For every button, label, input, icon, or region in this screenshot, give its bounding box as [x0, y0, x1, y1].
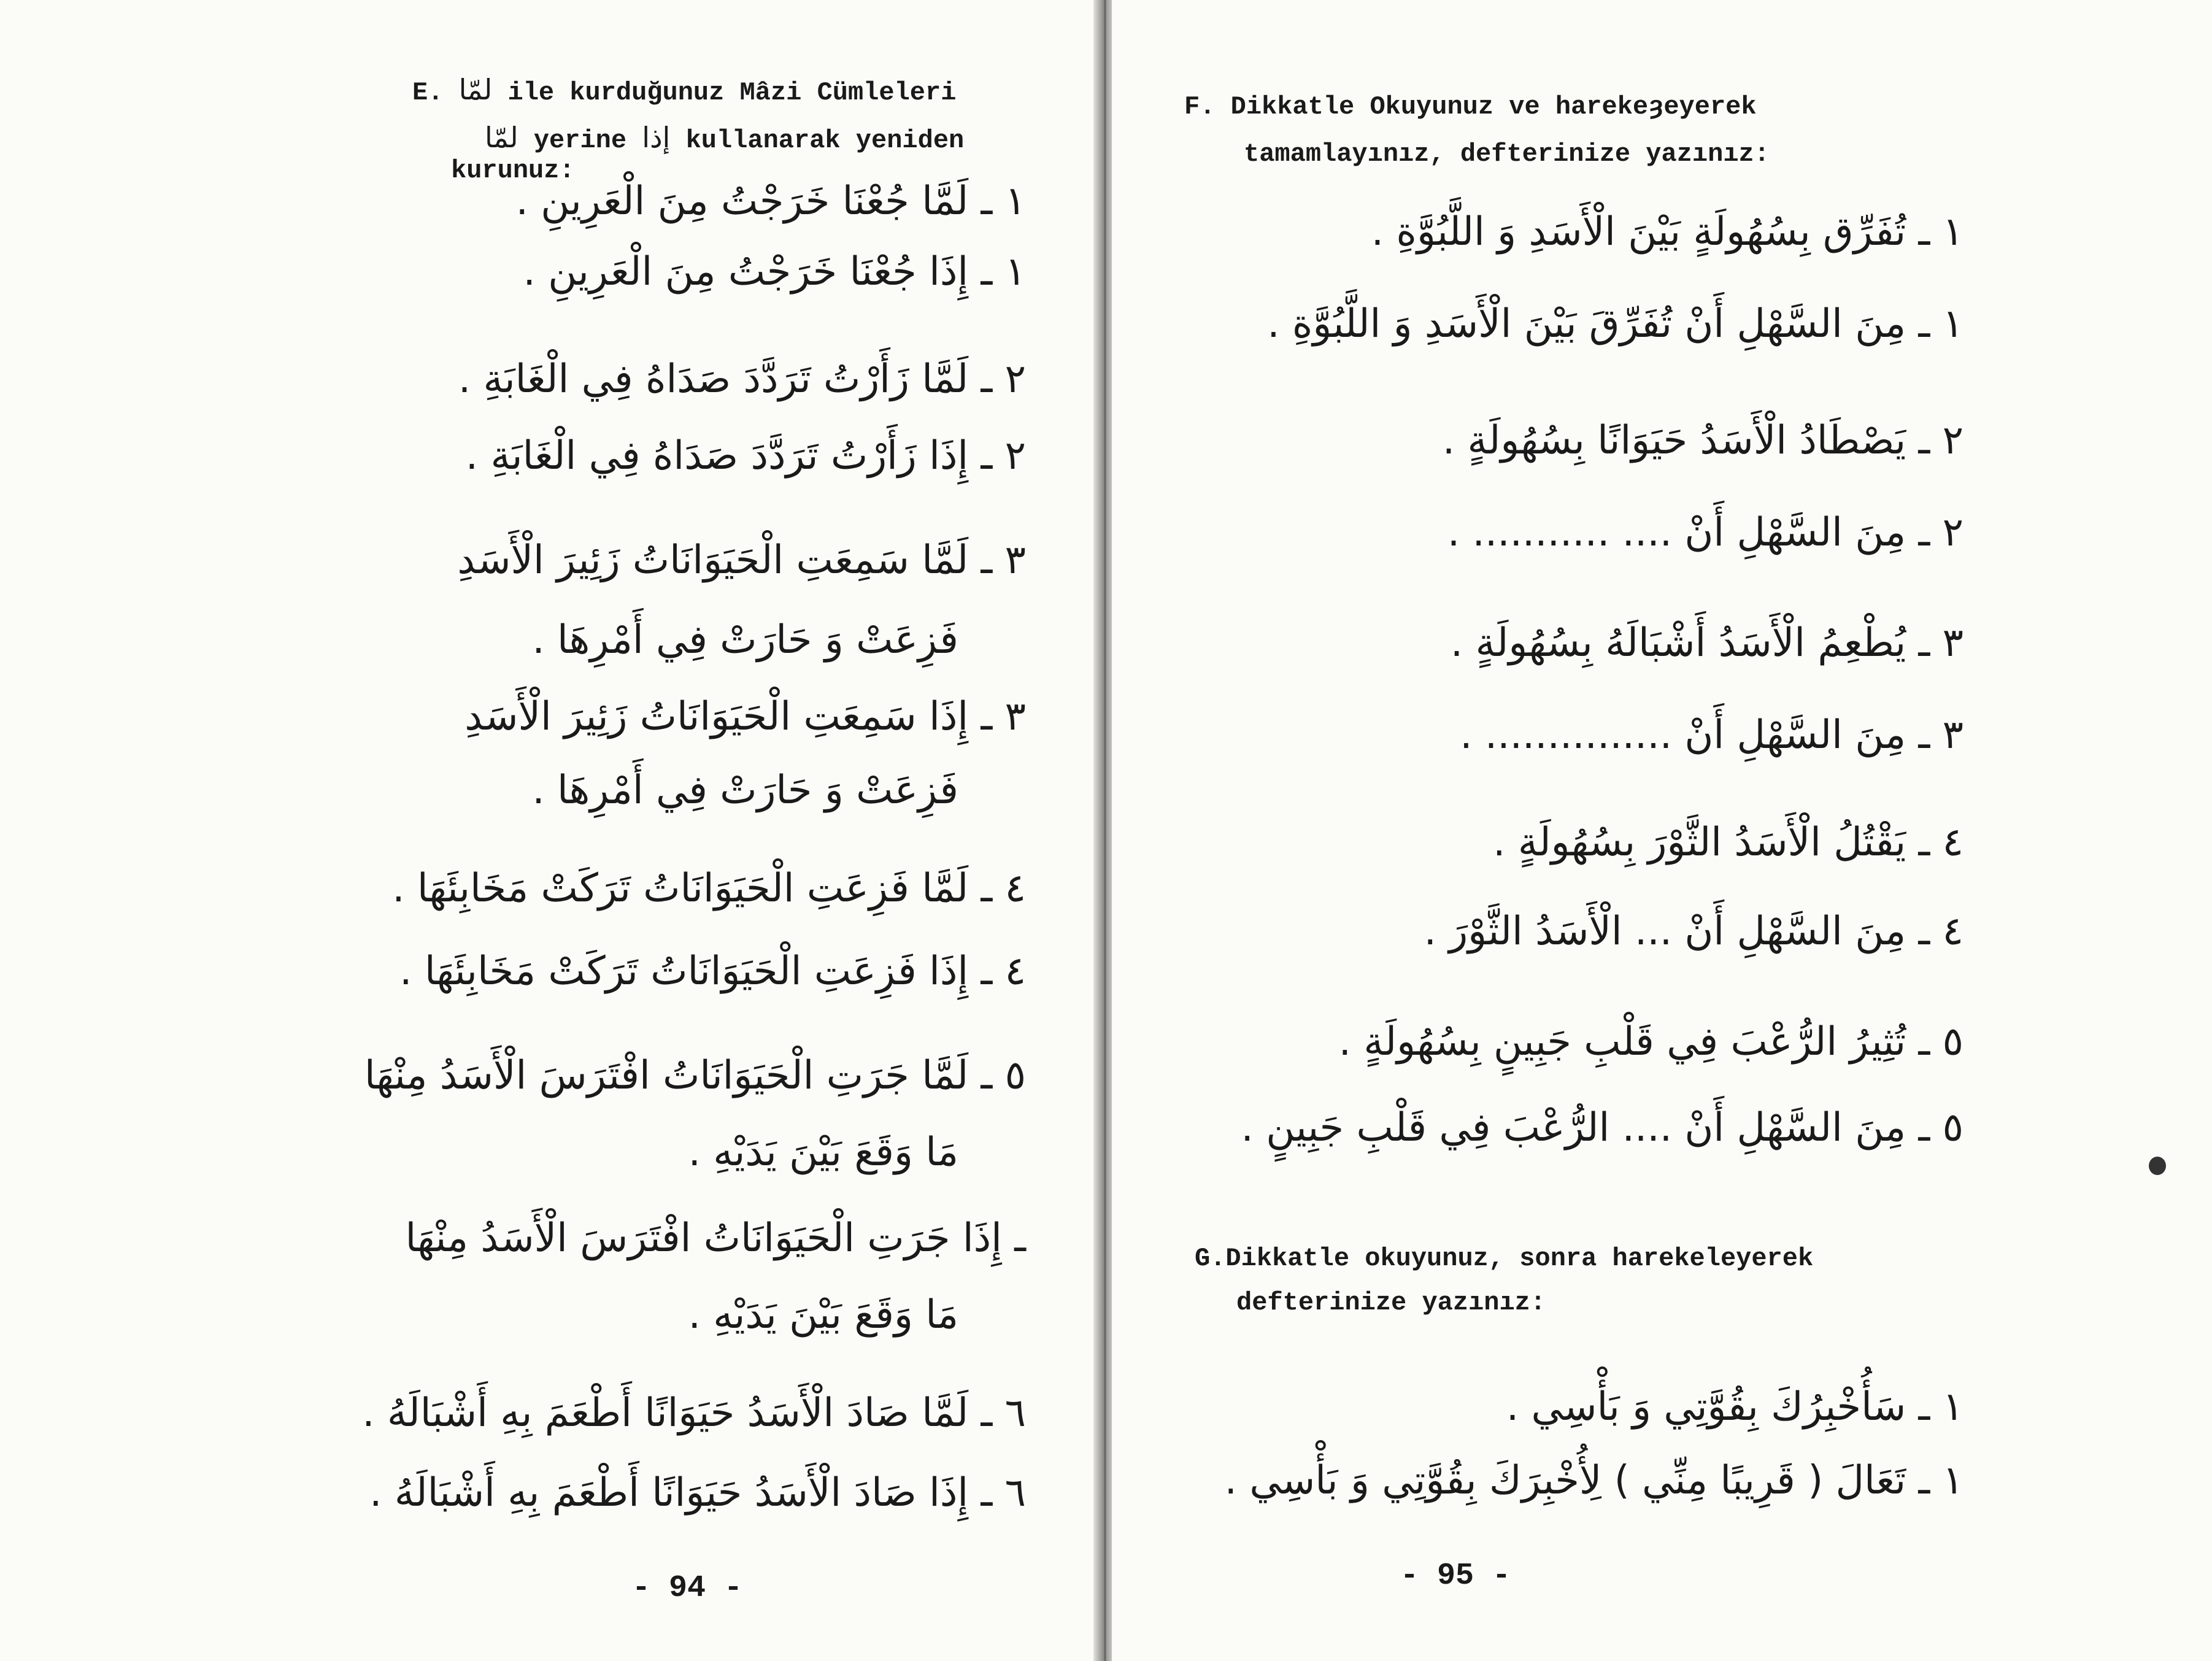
- exercise-g-line: ١ ـ سَأُخْبِرُكَ بِقُوَّتِي وَ بَأْسِي .: [1506, 1384, 1963, 1430]
- exercise-f-heading-line2: tamamlayınız, defterinize yazınız:: [1244, 139, 1770, 169]
- exercise-e-line: ٤ ـ إِذَا فَزِعَتِ الْحَيَوَانَاتُ تَرَكَتْ مَخَابِئَهَا .: [399, 949, 1026, 994]
- ink-spot: [2149, 1157, 2166, 1175]
- exercise-e-line: ١ ـ لَمَّا جُعْنَا خَرَجْتُ مِنَ الْعَرِينِ .: [515, 179, 1026, 224]
- left-page: [0, 0, 1100, 1661]
- exercise-f-line: ٤ ـ يَقْتُلُ الْأَسَدُ الثَّوْرَ بِسُهُولَةٍ .: [1493, 820, 1963, 865]
- exercise-e-line: فَزِعَتْ وَ حَارَتْ فِي أَمْرِهَا .: [532, 617, 958, 663]
- exercise-f-line: ٢ ـ يَصْطَادُ الْأَسَدُ حَيَوَانًا بِسُهُولَةٍ .: [1442, 418, 1963, 463]
- page-number: - 94 -: [631, 1571, 743, 1606]
- exercise-f-line: ٣ ـ مِنَ السَّهْلِ أَنْ ............... .: [1460, 712, 1963, 758]
- exercise-e-heading-line3: kurunuz:: [451, 156, 575, 185]
- exercise-e-arabic-lamma: لمّا: [458, 73, 493, 106]
- exercise-f-line: ٥ ـ تُثِيرُ الرُّعْبَ فِي قَلْبِ جَبِينٍ بِسُهُولَةٍ .: [1338, 1019, 1963, 1065]
- exercise-g-heading-line1: G.Dikkatle okuyunuz, sonra harekeleyerek: [1195, 1244, 1814, 1273]
- exercise-e-arabic-idha: إذا: [642, 121, 671, 154]
- exercise-e-heading-text1: ile kurduğunuz Mâzi Cümleleri: [507, 78, 957, 107]
- exercise-e-line: ـ إِذَا جَرَتِ الْحَيَوَانَاتُ افْتَرَسَ الْأَسَدُ مِنْهَا: [405, 1216, 1026, 1261]
- exercise-e-line: مَا وَقَعَ بَيْنَ يَدَيْهِ .: [688, 1292, 958, 1338]
- exercise-e-arabic-lamma-2: لمّا: [485, 121, 518, 154]
- exercise-e-letter: E.: [412, 78, 444, 107]
- exercise-e-heading-text2: yerine: [533, 126, 627, 155]
- exercise-e-line: ٢ ـ إِذَا زَأَرْتُ تَرَدَّدَ صَدَاهُ فِي الْغَابَةِ .: [465, 433, 1026, 479]
- exercise-f-line: ٥ ـ مِنَ السَّهْلِ أَنْ .... الرُّعْبَ فِي قَلْبِ جَبِينٍ .: [1241, 1105, 1963, 1150]
- exercise-f-line: ١ ـ مِنَ السَّهْلِ أَنْ تُفَرِّقَ بَيْنَ الْأَسَدِ وَ اللَّبُوَّةِ .: [1267, 301, 1963, 347]
- exercise-e-line: ٦ ـ لَمَّا صَادَ الْأَسَدُ حَيَوَانًا أَطْعَمَ بِهِ أَشْبَالَهُ .: [362, 1390, 1026, 1436]
- exercise-f-heading-line1: F. Dikkatle Okuyunuz ve harekeȝeyerek: [1184, 92, 1757, 121]
- page-number: - 95 -: [1400, 1559, 1511, 1594]
- exercise-e-line: مَا وَقَعَ بَيْنَ يَدَيْهِ .: [688, 1130, 958, 1175]
- exercise-e-line: ٥ ـ لَمَّا جَرَتِ الْحَيَوَانَاتُ افْتَرَسَ الْأَسَدُ مِنْهَا: [364, 1053, 1026, 1098]
- exercise-e-line: فَزِعَتْ وَ حَارَتْ فِي أَمْرِهَا .: [532, 768, 958, 813]
- exercise-g-heading-line2: defterinize yazınız:: [1236, 1288, 1546, 1317]
- exercise-e-heading-line2: [485, 120, 964, 157]
- exercise-e-line: ٣ ـ إِذَا سَمِعَتِ الْحَيَوَانَاتُ زَئِيرَ الْأَسَدِ: [464, 694, 1026, 739]
- right-page: [1112, 0, 2212, 1661]
- exercise-e-line: ٣ ـ لَمَّا سَمِعَتِ الْحَيَوَانَاتُ زَئِيرَ الْأَسَدِ: [457, 538, 1026, 583]
- exercise-g-line: ١ ـ تَعَالَ ( قَرِيبًا مِنِّي ) لِأُخْبِرَكَ بِقُوَّتِي وَ بَأْسِي .: [1224, 1458, 1963, 1503]
- exercise-e-heading-line1: [412, 72, 956, 109]
- exercise-f-line: ٣ ـ يُطْعِمُ الْأَسَدُ أَشْبَالَهُ بِسُهُولَةٍ .: [1450, 620, 1963, 666]
- exercise-e-line: ١ ـ إِذَا جُعْنَا خَرَجْتُ مِنَ الْعَرِينِ .: [523, 249, 1026, 295]
- exercise-e-line: ٢ ـ لَمَّا زَأَرْتُ تَرَدَّدَ صَدَاهُ فِي الْغَابَةِ .: [458, 356, 1026, 402]
- exercise-f-line: ٢ ـ مِنَ السَّهْلِ أَنْ .... ........... .: [1447, 510, 1963, 555]
- exercise-f-line: ٤ ـ مِنَ السَّهْلِ أَنْ ... الْأَسَدُ الثَّوْرَ .: [1424, 909, 1963, 954]
- exercise-e-line: ٦ ـ إِذَا صَادَ الْأَسَدُ حَيَوَانًا أَطْعَمَ بِهِ أَشْبَالَهُ .: [369, 1470, 1026, 1516]
- exercise-e-line: ٤ ـ لَمَّا فَزِعَتِ الْحَيَوَانَاتُ تَرَكَتْ مَخَابِئَهَا .: [392, 866, 1026, 911]
- exercise-e-heading-text3: kullanarak yeniden: [685, 126, 965, 155]
- exercise-f-line: ١ ـ تُفَرِّق بِسُهُولَةٍ بَيْنَ الْأَسَدِ وَ اللَّبُوَّةِ .: [1371, 209, 1963, 255]
